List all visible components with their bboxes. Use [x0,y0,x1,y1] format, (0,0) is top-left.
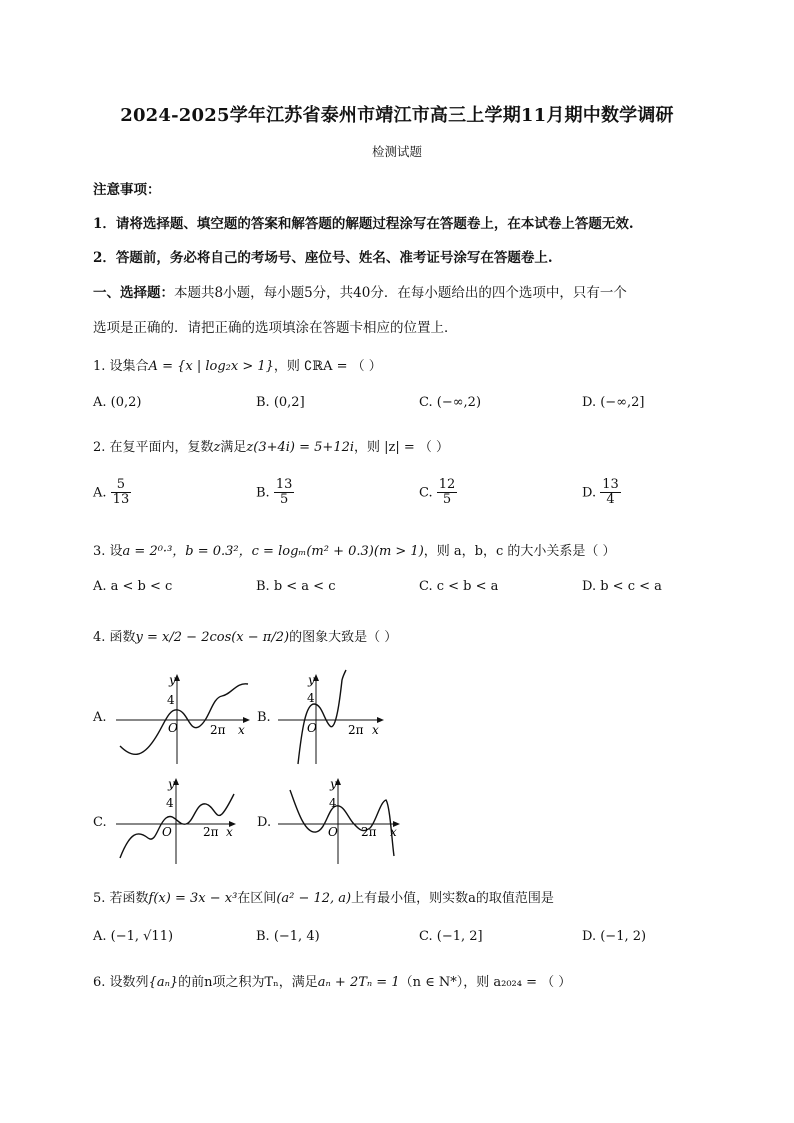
q4-graph-d [276,772,404,866]
exam-subtitle: 检测试题 [371,144,422,159]
q4-option-c-label: C. [93,815,107,830]
q4-graph-c [112,772,242,866]
q4-d-ytick: 4 [329,796,337,810]
section-text-1: 本题共8小题，每小题5分，共40分．在每小题给出的四个选项中，只有一个 [174,285,627,301]
q5-option-a: A. (−1, √11) [93,929,174,944]
q3-option-c: C. c < b < a [419,579,499,594]
q4-a-xtick: 2π [210,723,226,737]
question-4-stem [93,626,397,645]
q4-a-y-label: y [169,673,176,687]
q6-stem-post: （n ∈ N*），则 a₂₀₂₄ = （ ） [399,975,572,990]
q2-d-den: 4 [606,492,615,508]
q2-c-num: 12 [438,477,456,492]
q2-d-fraction [600,478,621,508]
q1-stem-math: A = {x | log₂x > 1} [148,359,274,374]
q4-c-x-label: x [226,825,233,839]
notice-item-1: 1．请将选择题、填空题的答案和解答题的解题过程涂写在答题卷上，在本试卷上答题无效. [93,216,634,232]
q2-b-fraction [274,478,295,508]
q2-a-den: 13 [112,492,130,508]
q3-stem-post: ，则 a，b，c 的大小关系是（ ） [423,544,616,559]
q1-stem-post: ，则 ∁ℝA = （ ） [273,359,382,374]
q4-option-d-label: D. [257,815,272,830]
q4-b-xtick: 2π [348,723,364,737]
q4-option-a-label: A. [93,710,107,725]
q4-b-x-label: x [372,723,379,737]
section-heading: 一、选择题： [93,285,174,301]
q2-d-num: 13 [602,477,619,492]
q2-stem-math2: z(3+4i) = 5+12i [246,440,355,455]
q3-option-b: B. b < a < c [256,579,336,594]
q2-b-num: 13 [275,477,293,492]
q5-option-d: D. (−1, 2) [582,929,647,944]
q2-stem-math: z [213,440,221,455]
question-3-stem [93,540,616,559]
exam-title: 2024-2025学年江苏省泰州市靖江市高三上学期11月期中数学调研 [120,105,674,126]
q3-option-d: D. b < c < a [582,579,662,594]
q4-b-y-label: y [308,673,315,687]
q2-option-c [419,478,457,508]
q4-b-ytick: 4 [307,691,315,705]
q4-d-x-label: x [390,825,397,839]
q4-graph-b [276,668,388,768]
q3-option-a: A. a < b < c [93,579,173,594]
q4-c-y-label: y [168,777,175,791]
q6-stem-mid: 的前n项之积为Tₙ，满足 [178,975,318,990]
question-1-stem [93,355,382,374]
q4-a-ytick: 4 [167,693,175,707]
q2-a-label: A. [93,485,107,501]
q4-a-origin: O [168,721,178,735]
q4-d-xtick: 2π [361,825,377,839]
notice-heading: 注意事项： [93,182,161,198]
q6-stem-math2: aₙ + 2Tₙ = 1 [317,975,400,990]
question-6-stem [93,971,571,990]
q5-stem-mid: 在区间 [237,891,277,906]
q1-option-c: C. (−∞,2) [419,395,482,410]
section-text-2: 选项是正确的．请把正确的选项填涂在答题卡相应的位置上． [93,320,458,336]
q2-stem-pre: 2. 在复平面内，复数 [93,440,214,455]
question-2-stem [93,436,449,455]
q4-option-b-label: B. [257,710,271,725]
q4-c-ytick: 4 [166,796,174,810]
q2-c-fraction [437,478,458,508]
q2-stem-post: ，则 |z| = （ ） [354,440,450,455]
q2-c-den: 5 [442,492,452,508]
q2-stem-mid: 满足 [220,440,247,455]
q4-graph-a [112,668,254,768]
q2-d-label: D. [582,485,597,501]
q5-option-c: C. (−1, 2] [419,929,483,944]
q4-stem-pre: 4. 函数 [93,630,136,645]
q4-a-x-label: x [238,723,245,737]
question-5-stem [93,887,554,906]
q6-stem-pre: 6. 设数列 [93,975,149,990]
q5-stem-post: 上有最小值，则实数a的取值范围是 [351,891,554,906]
q3-stem-math: a = 2⁰·³，b = 0.3²，c = logₘ(m² + 0.3)(m > 1) [122,544,424,559]
notice-item-2: 2．答题前，务必将自己的考场号、座位号、姓名、准考证号涂写在答题卷上. [93,250,553,266]
q2-c-label: C. [419,485,433,501]
q4-d-origin: O [328,825,338,839]
q2-option-d [582,478,621,508]
q1-stem-pre: 1. 设集合 [93,359,149,374]
q5-stem-pre: 5. 若函数 [93,891,149,906]
q2-a-fraction [111,478,132,508]
q4-b-origin: O [307,721,317,735]
q6-stem-math: {aₙ} [148,975,179,990]
q3-stem-pre: 3. 设 [93,544,123,559]
q4-stem-math: y = x/2 − 2cos(x − π/2) [135,630,290,645]
q5-option-b: B. (−1, 4) [256,929,320,944]
q4-c-origin: O [162,825,172,839]
q2-b-den: 5 [279,492,289,508]
q5-stem-math2: (a² − 12, a) [276,891,352,906]
q4-c-xtick: 2π [203,825,219,839]
q2-option-b [256,478,294,508]
q2-b-label: B. [256,485,270,501]
q1-option-a: A. (0,2) [93,395,142,410]
q4-d-y-label: y [330,777,337,791]
q2-option-a [93,478,131,508]
q1-option-d: D. (−∞,2] [582,395,645,410]
q5-stem-math: f(x) = 3x − x³ [148,891,238,906]
q1-option-b: B. (0,2] [256,395,305,410]
q2-a-num: 5 [111,478,132,493]
q4-stem-post: 的图象大致是（ ） [289,630,398,645]
section-heading-line [93,281,627,301]
